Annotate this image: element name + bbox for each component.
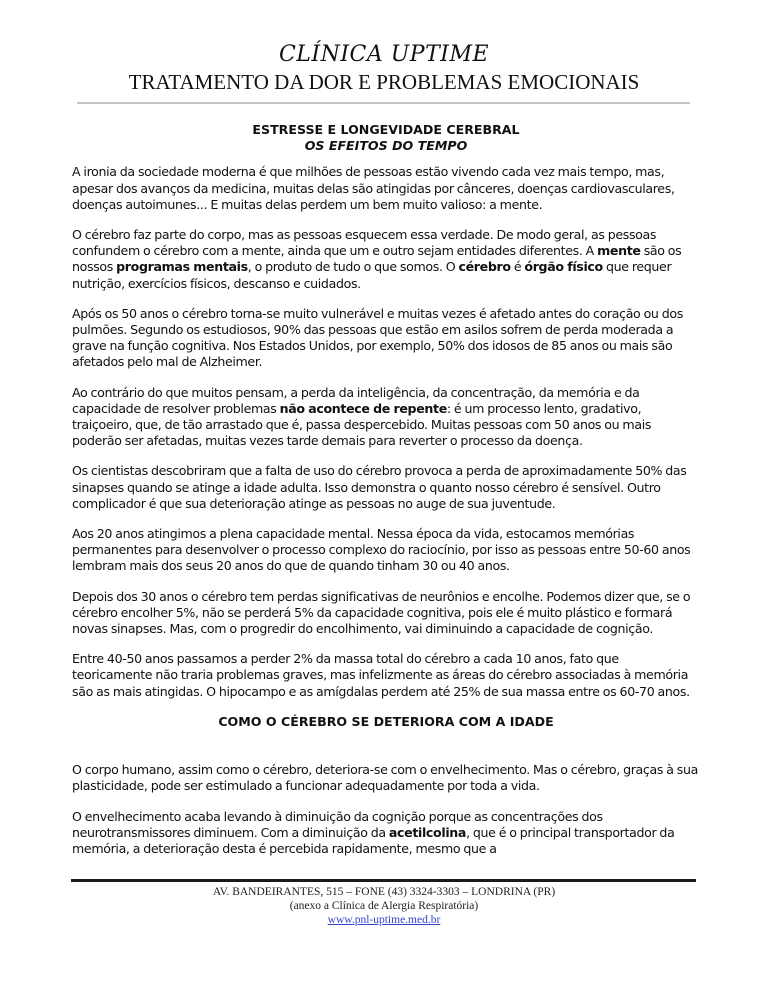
paragraph-6: Aos 20 anos atingimos a plena capacidade mental. Nessa época da vida, estocamos memórias permanentes para desenvolver o processo complexo do raciocínio, por isso as pessoas entre 50-60 anos lembram mais dos seus 20 anos do que de quando tinham 30 ou 40 anos.: [72, 526, 691, 574]
paragraph-2-text-a: O cérebro faz parte do corpo, mas as pessoas esquecem essa verdade. De modo geral, as pessoas confundem o cérebro com a mente, ainda que um e outro sejam entidades diferentes. A: [72, 227, 657, 259]
paragraph-10: [72, 809, 700, 858]
term-acetilcolina: acetilcolina: [388, 824, 467, 840]
header-divider: [77, 102, 690, 104]
footer-website-line: [0, 913, 768, 927]
term-mente: mente: [597, 243, 641, 259]
section-heading: COMO O CÉREBRO SE DETERIORA COM A IDADE: [218, 713, 554, 729]
paragraph-10-text-a: O envelhecimento acaba levando à diminuição da cognição porque as concentrações dos neurotransmissores diminuem. Com a diminuição da: [72, 808, 603, 840]
page-footer-block: [0, 879, 768, 957]
paragraph-2-text-e: , o produto de tudo o que somos. O: [247, 259, 459, 275]
page-footer: [0, 885, 768, 957]
paragraph-8: Entre 40-50 anos passamos a perder 2% da massa total do cérebro a cada 10 anos, fato que teoricamente não traria problemas graves, mas infelizmente as áreas do cérebro associadas à memória são as mais atingidas. O hipocampo e as amígdalas perdem até 25% de sua massa entre os 60-70 anos.: [72, 651, 690, 699]
clinic-name: CLÍNICA UPTIME: [278, 42, 490, 67]
paragraph-10-text-c: , que é o principal transportador da memória, a deterioração desta é percebida rapidamente, mesmo que a: [72, 824, 675, 856]
paragraph-2: [72, 227, 700, 292]
paragraph-7: Depois dos 30 anos o cérebro tem perdas significativas de neurônios e encolhe. Podemos dizer que, se o cérebro encolher 5%, não se perderá 5% da capacidade cognitiva, pois ele é muito plástico e formará novas sinapses. Mas, com o progredir do encolhimento, vai diminuindo a capacidade de cognição.: [72, 588, 691, 637]
website-link[interactable]: www.pnl-uptime.med.br: [327, 914, 441, 927]
paragraph-2-text-i: que requer nutrição, exercícios físicos, descanso e cuidados.: [72, 259, 672, 291]
term-orgao-fisico: órgão físico: [524, 259, 603, 275]
paragraph-1: A ironia da sociedade moderna é que milhões de pessoas estão vivendo cada vez mais tempo, mas, apesar dos avanços da medicina, muitas delas são atingidas por cânceres, doenças cardiovasculares, doenças autoimunes... E muitas delas perdem um bem muito valioso: a mente.: [72, 164, 675, 212]
footer-divider: [71, 879, 696, 882]
paragraph-9: O corpo humano, assim como o cérebro, deteriora-se com o envelhecimento. Mas o cérebro, graças à sua plasticidade, pode ser estimulado a funcionar adequadamente por toda a vida.: [72, 762, 698, 794]
article-subtitle: OS EFEITOS DO TEMPO: [304, 138, 468, 154]
paragraph-2-text-g: é: [510, 259, 525, 275]
paragraph-3: Após os 50 anos o cérebro torna-se muito vulnerável e muitas vezes é afetado antes do coração ou dos pulmões. Segundo os estudiosos, 90% das pessoas que estão em asilos sofrem de perda moderada a grave na função cognitiva. Nos Estados Unidos, por exemplo, 50% dos idosos de 85 anos ou mais são afetados pelo mal de Alzheimer.: [72, 305, 683, 370]
footer-address: AV. BANDEIRANTES, 515 – FONE (43) 3324-3303 – LONDRINA (PR): [212, 886, 556, 899]
paragraph-4: [72, 385, 700, 450]
page-header: [0, 0, 768, 104]
footer-annex: (anexo a Clínica de Alergia Respiratória): [289, 900, 479, 913]
paragraph-5: Os cientistas descobriram que a falta de uso do cérebro provoca a perda de aproximadamente 50% das sinapses quando se atinge a idade adulta. Isso demonstra o quanto nosso cérebro é sensível. Outro complicador é que sua deterioração atinge as pessoas no auge de sua juventude.: [72, 463, 687, 511]
paragraph-4-text-c: : é um processo lento, gradativo, traiçoeiro, que, de tão arrastado que é, passa despercebido. Muitas pessoas com 50 anos ou mais poderão ser afetadas, muitas vezes tarde demais para reverter o processo da doença.: [72, 400, 652, 449]
article-body: [72, 122, 700, 857]
clinic-tagline: TRATAMENTO DA DOR E PROBLEMAS EMOCIONAIS: [128, 70, 640, 94]
paragraph-2-text-c: são os nossos: [72, 243, 682, 275]
paragraph-4-text-a: Ao contrário do que muitos pensam, a perda da inteligência, da concentração, da memória e da capacidade de resolver problemas: [72, 384, 640, 416]
term-programas-mentais: programas mentais: [116, 259, 248, 275]
emphasis-nao-acontece: não acontece de repente: [279, 400, 447, 416]
article-title: ESTRESSE E LONGEVIDADE CEREBRAL: [252, 122, 520, 137]
term-cerebro: cérebro: [458, 259, 511, 275]
